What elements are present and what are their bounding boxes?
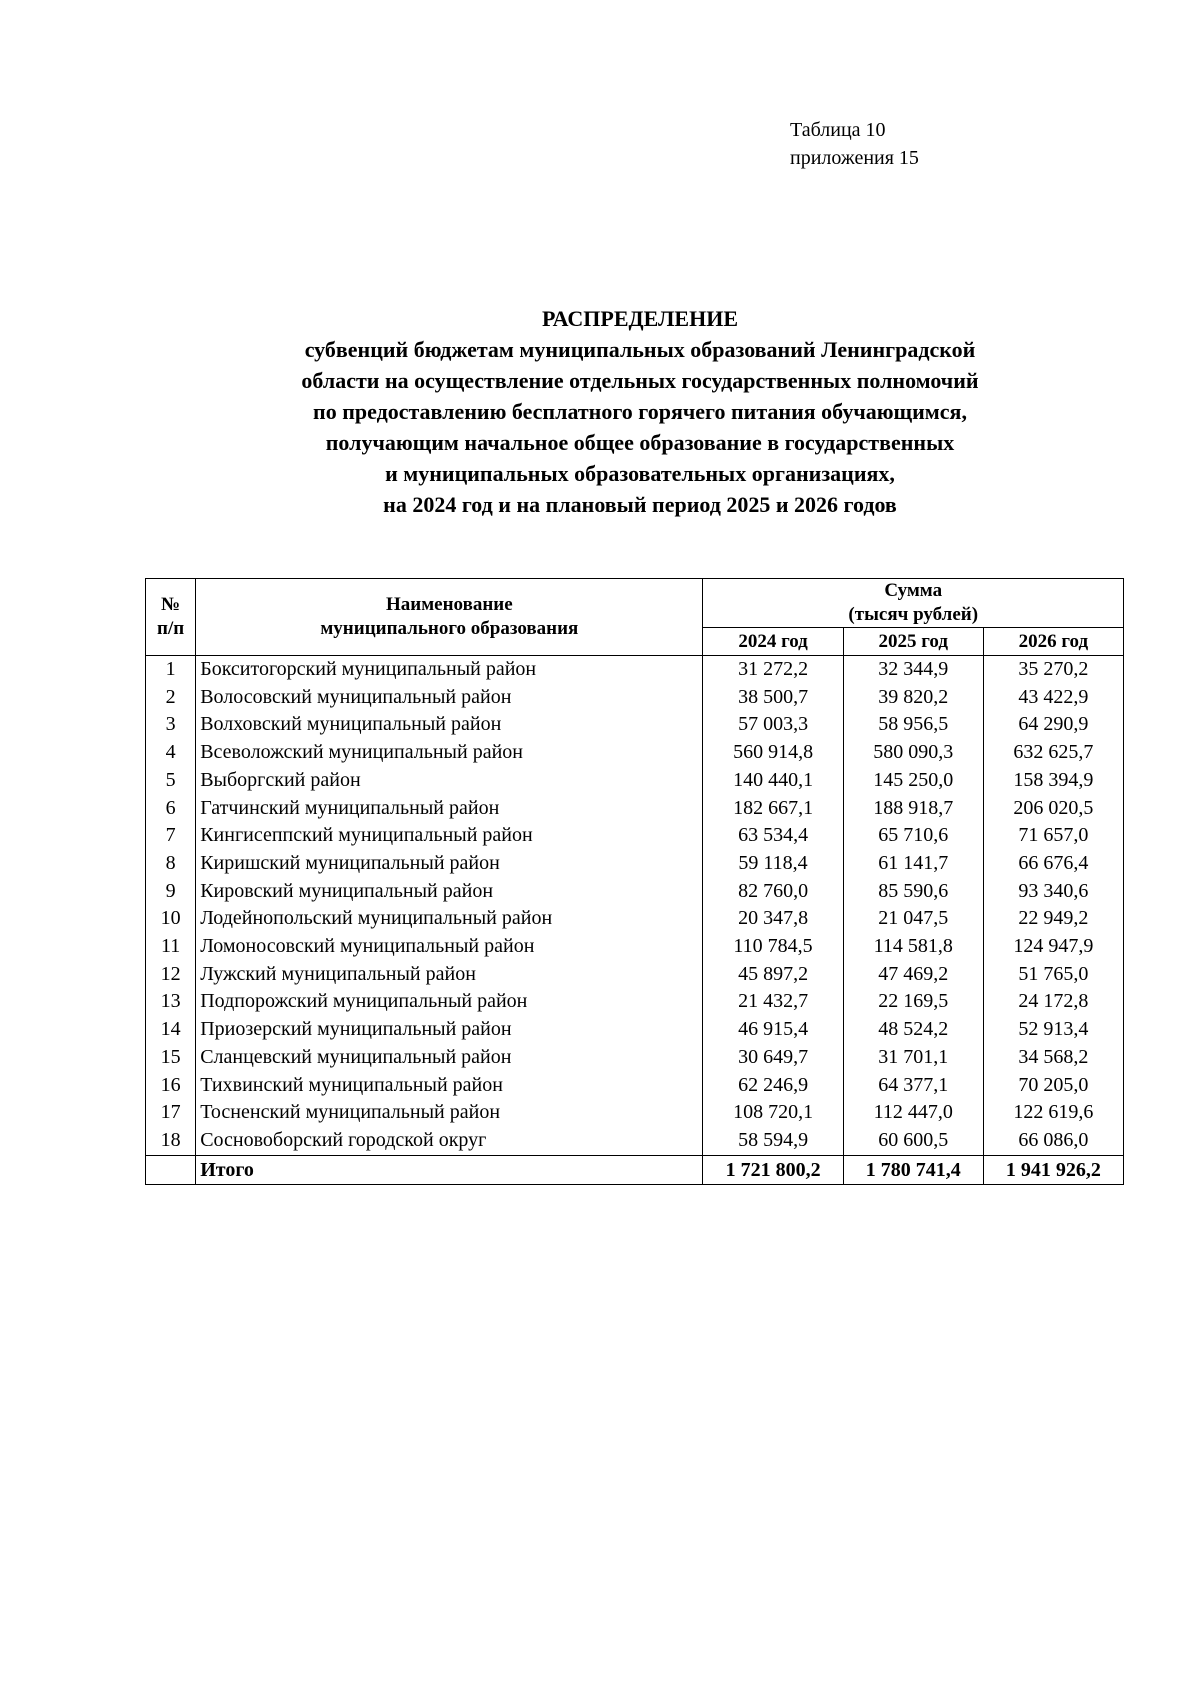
distribution-table <box>145 578 1124 1185</box>
row-value-2026: 158 394,9 <box>983 767 1123 795</box>
row-name: Лужский муниципальный район <box>196 961 703 989</box>
header-year-2024: 2024 год <box>703 628 843 656</box>
table-row <box>146 1044 1124 1072</box>
row-number: 4 <box>146 739 196 767</box>
table-row <box>146 933 1124 961</box>
table-row <box>146 711 1124 739</box>
table-row <box>146 1099 1124 1127</box>
row-number: 12 <box>146 961 196 989</box>
header-year-2026: 2026 год <box>983 628 1123 656</box>
row-number: 6 <box>146 795 196 823</box>
row-value-2025: 32 344,9 <box>843 656 983 684</box>
row-value-2024: 560 914,8 <box>703 739 843 767</box>
header-sum <box>703 579 1124 628</box>
row-value-2025: 112 447,0 <box>843 1099 983 1127</box>
row-number: 17 <box>146 1099 196 1127</box>
row-number: 16 <box>146 1072 196 1100</box>
table-row <box>146 767 1124 795</box>
header-number-symbol: № <box>161 594 181 615</box>
row-value-2024: 20 347,8 <box>703 905 843 933</box>
header-number-abbr: п/п <box>157 618 185 639</box>
corner-note-appendix: приложения 15 <box>790 147 919 169</box>
total-label: Итого <box>196 1155 703 1184</box>
table-row <box>146 988 1124 1016</box>
row-value-2026: 34 568,2 <box>983 1044 1123 1072</box>
table-row <box>146 961 1124 989</box>
row-name: Волховский муниципальный район <box>196 711 703 739</box>
row-value-2024: 108 720,1 <box>703 1099 843 1127</box>
row-value-2025: 21 047,5 <box>843 905 983 933</box>
document-title: РАСПРЕДЕЛЕНИЕ <box>541 306 738 331</box>
row-value-2025: 60 600,5 <box>843 1127 983 1155</box>
subtitle-line: субвенций бюджетам муниципальных образований Ленинградской <box>304 337 976 362</box>
table-row <box>146 1127 1124 1155</box>
header-year-2025: 2025 год <box>843 628 983 656</box>
total-2024: 1 721 800,2 <box>703 1155 843 1184</box>
row-name: Тосненский муниципальный район <box>196 1099 703 1127</box>
row-number: 15 <box>146 1044 196 1072</box>
subtitle-line: получающим начальное общее образование в государственных <box>325 430 955 455</box>
subtitle-line: на 2024 год и на плановый период 2025 и 2026 годов <box>383 492 897 517</box>
document-heading <box>140 303 1140 520</box>
row-value-2026: 66 086,0 <box>983 1127 1123 1155</box>
row-value-2026: 71 657,0 <box>983 822 1123 850</box>
row-value-2024: 31 272,2 <box>703 656 843 684</box>
corner-note-table-number: Таблица 10 <box>790 119 886 141</box>
row-value-2025: 58 956,5 <box>843 711 983 739</box>
row-value-2026: 122 619,6 <box>983 1099 1123 1127</box>
row-value-2024: 140 440,1 <box>703 767 843 795</box>
row-number: 14 <box>146 1016 196 1044</box>
total-2025: 1 780 741,4 <box>843 1155 983 1184</box>
row-name: Лодейнопольский муниципальный район <box>196 905 703 933</box>
table-row <box>146 822 1124 850</box>
row-name: Подпорожский муниципальный район <box>196 988 703 1016</box>
row-value-2024: 182 667,1 <box>703 795 843 823</box>
row-value-2025: 188 918,7 <box>843 795 983 823</box>
row-value-2024: 45 897,2 <box>703 961 843 989</box>
row-value-2025: 114 581,8 <box>843 933 983 961</box>
row-value-2024: 57 003,3 <box>703 711 843 739</box>
row-number: 9 <box>146 878 196 906</box>
row-value-2025: 65 710,6 <box>843 822 983 850</box>
row-number: 8 <box>146 850 196 878</box>
row-value-2025: 145 250,0 <box>843 767 983 795</box>
row-value-2024: 110 784,5 <box>703 933 843 961</box>
row-name: Бокситогорский муниципальный район <box>196 656 703 684</box>
row-name: Кингисеппский муниципальный район <box>196 822 703 850</box>
header-name-line2: муниципального образования <box>320 618 579 639</box>
row-number: 18 <box>146 1127 196 1155</box>
row-value-2026: 70 205,0 <box>983 1072 1123 1100</box>
row-value-2026: 35 270,2 <box>983 656 1123 684</box>
row-value-2024: 63 534,4 <box>703 822 843 850</box>
row-value-2025: 39 820,2 <box>843 684 983 712</box>
row-name: Киришский муниципальный район <box>196 850 703 878</box>
row-value-2025: 85 590,6 <box>843 878 983 906</box>
table-row <box>146 905 1124 933</box>
row-number: 7 <box>146 822 196 850</box>
row-name: Сосновоборский городской округ <box>196 1127 703 1155</box>
row-name: Ломоносовский муниципальный район <box>196 933 703 961</box>
row-value-2025: 61 141,7 <box>843 850 983 878</box>
row-name: Тихвинский муниципальный район <box>196 1072 703 1100</box>
header-name <box>196 579 703 656</box>
row-value-2025: 22 169,5 <box>843 988 983 1016</box>
row-value-2026: 124 947,9 <box>983 933 1123 961</box>
row-value-2026: 43 422,9 <box>983 684 1123 712</box>
total-2026: 1 941 926,2 <box>983 1155 1123 1184</box>
row-value-2026: 206 020,5 <box>983 795 1123 823</box>
header-number <box>146 579 196 656</box>
table-body <box>146 656 1124 1156</box>
row-value-2026: 64 290,9 <box>983 711 1123 739</box>
row-value-2026: 66 676,4 <box>983 850 1123 878</box>
table-row <box>146 656 1124 684</box>
row-value-2026: 22 949,2 <box>983 905 1123 933</box>
row-value-2025: 47 469,2 <box>843 961 983 989</box>
row-name: Волосовский муниципальный район <box>196 684 703 712</box>
row-name: Сланцевский муниципальный район <box>196 1044 703 1072</box>
row-value-2024: 30 649,7 <box>703 1044 843 1072</box>
header-name-line1: Наименование <box>386 594 513 615</box>
row-number: 5 <box>146 767 196 795</box>
table-row <box>146 1072 1124 1100</box>
header-sum-unit: (тысяч рублей) <box>848 604 979 625</box>
total-number-cell <box>146 1155 196 1184</box>
row-name: Гатчинский муниципальный район <box>196 795 703 823</box>
row-number: 10 <box>146 905 196 933</box>
row-value-2024: 59 118,4 <box>703 850 843 878</box>
header-sum-line1: Сумма <box>884 580 943 601</box>
table-row <box>146 739 1124 767</box>
row-name: Приозерский муниципальный район <box>196 1016 703 1044</box>
row-name: Выборгский район <box>196 767 703 795</box>
row-value-2026: 52 913,4 <box>983 1016 1123 1044</box>
row-number: 11 <box>146 933 196 961</box>
row-value-2025: 64 377,1 <box>843 1072 983 1100</box>
table-row <box>146 1016 1124 1044</box>
row-value-2024: 21 432,7 <box>703 988 843 1016</box>
row-value-2024: 46 915,4 <box>703 1016 843 1044</box>
table-row <box>146 878 1124 906</box>
row-value-2026: 632 625,7 <box>983 739 1123 767</box>
row-number: 3 <box>146 711 196 739</box>
table-row <box>146 684 1124 712</box>
row-value-2024: 58 594,9 <box>703 1127 843 1155</box>
row-value-2025: 31 701,1 <box>843 1044 983 1072</box>
table-row <box>146 850 1124 878</box>
row-name: Всеволожский муниципальный район <box>196 739 703 767</box>
row-value-2024: 62 246,9 <box>703 1072 843 1100</box>
subtitle-line: по предоставлению бесплатного горячего питания обучающимся, <box>313 399 967 424</box>
row-value-2026: 93 340,6 <box>983 878 1123 906</box>
total-row <box>146 1155 1124 1184</box>
row-value-2026: 51 765,0 <box>983 961 1123 989</box>
row-value-2025: 580 090,3 <box>843 739 983 767</box>
row-value-2024: 38 500,7 <box>703 684 843 712</box>
row-number: 13 <box>146 988 196 1016</box>
row-value-2025: 48 524,2 <box>843 1016 983 1044</box>
row-number: 1 <box>146 656 196 684</box>
subtitle-line: области на осуществление отдельных государственных полномочий <box>301 368 979 393</box>
corner-note <box>790 116 919 172</box>
row-value-2026: 24 172,8 <box>983 988 1123 1016</box>
row-name: Кировский муниципальный район <box>196 878 703 906</box>
row-number: 2 <box>146 684 196 712</box>
table-row <box>146 795 1124 823</box>
subtitle-line: и муниципальных образовательных организациях, <box>385 461 895 486</box>
row-value-2024: 82 760,0 <box>703 878 843 906</box>
